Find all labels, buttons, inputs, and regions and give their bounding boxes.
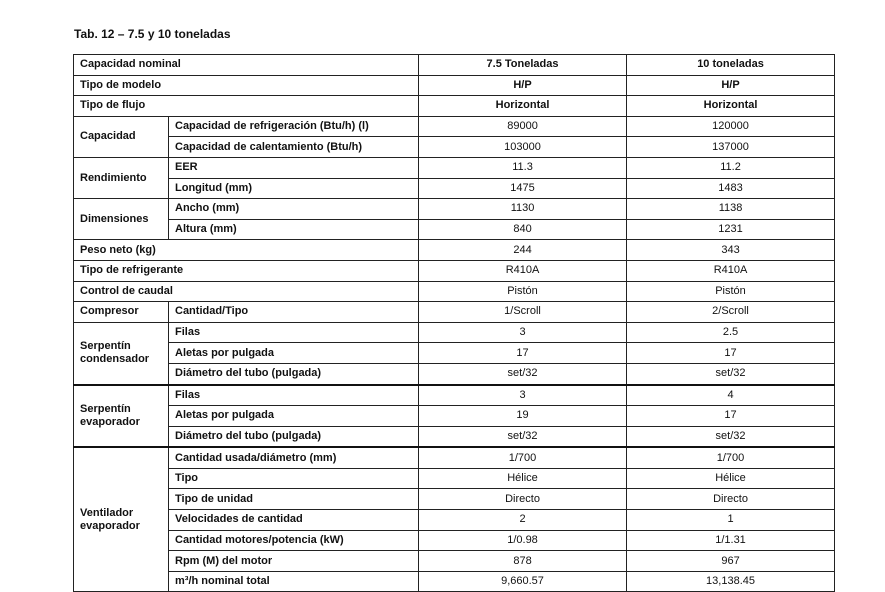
row-label: Longitud (mm) (169, 178, 419, 199)
spec-table (73, 54, 835, 592)
cell-value: Hélice (627, 468, 835, 489)
group-label: Serpentín condensador (74, 322, 169, 384)
table-row (74, 571, 835, 592)
cell-value: Pistón (419, 281, 627, 302)
row-label: Diámetro del tubo (pulgada) (169, 426, 419, 447)
group-label: Ventilador evaporador (74, 447, 169, 592)
table-row (74, 406, 835, 427)
row-label: Velocidades de cantidad (169, 510, 419, 531)
row-label: Cantidad usada/diámetro (mm) (169, 447, 419, 468)
row-label: Aletas por pulgada (169, 406, 419, 427)
cell-value: Directo (627, 489, 835, 510)
cell-value: set/32 (419, 426, 627, 447)
row-label: Tipo de unidad (169, 489, 419, 510)
table-row (74, 468, 835, 489)
cell-value: 17 (627, 406, 835, 427)
cell-value: 2/Scroll (627, 302, 835, 323)
row-label: Diámetro del tubo (pulgada) (169, 363, 419, 384)
group-label: Serpentín evaporador (74, 385, 169, 448)
table-row (74, 363, 835, 384)
column-header: 10 toneladas (627, 55, 835, 76)
cell-value: 878 (419, 551, 627, 572)
cell-value: 840 (419, 219, 627, 240)
cell-value: 120000 (627, 116, 835, 137)
cell-value: 1483 (627, 178, 835, 199)
table-row (74, 75, 835, 96)
table-row (74, 260, 835, 281)
row-label: Filas (169, 322, 419, 343)
table-caption: Tab. 12 – 7.5 y 10 toneladas (74, 27, 231, 41)
table-row (74, 240, 835, 261)
row-label: Tipo de refrigerante (74, 260, 419, 281)
cell-value: 11.3 (419, 157, 627, 178)
cell-value: 103000 (419, 137, 627, 158)
table-row (74, 219, 835, 240)
cell-value: 2.5 (627, 322, 835, 343)
cell-value: R410A (419, 260, 627, 281)
table-row (74, 157, 835, 178)
cell-value: 3 (419, 322, 627, 343)
row-label: Control de caudal (74, 281, 419, 302)
table-row (74, 489, 835, 510)
table-row (74, 530, 835, 551)
cell-value: set/32 (419, 363, 627, 384)
cell-value: 17 (419, 343, 627, 364)
cell-value: 1138 (627, 199, 835, 220)
row-label: Rpm (M) del motor (169, 551, 419, 572)
cell-value: 3 (419, 385, 627, 406)
row-label: Peso neto (kg) (74, 240, 419, 261)
table-row (74, 302, 835, 323)
row-label: Tipo de flujo (74, 96, 419, 117)
cell-value: 343 (627, 240, 835, 261)
cell-value: 13,138.45 (627, 571, 835, 592)
cell-value: set/32 (627, 426, 835, 447)
row-label: Tipo de modelo (74, 75, 419, 96)
cell-value: Pistón (627, 281, 835, 302)
row-label: Capacidad de refrigeración (Btu/h) (l) (169, 116, 419, 137)
cell-value: 1130 (419, 199, 627, 220)
cell-value: 17 (627, 343, 835, 364)
cell-value: Hélice (419, 468, 627, 489)
row-label: Filas (169, 385, 419, 406)
cell-value: H/P (627, 75, 835, 96)
group-label: Rendimiento (74, 157, 169, 198)
row-label: Tipo (169, 468, 419, 489)
cell-value: 89000 (419, 116, 627, 137)
table-row (74, 426, 835, 447)
cell-value: 1/1.31 (627, 530, 835, 551)
group-label: Compresor (74, 302, 169, 323)
row-label: Capacidad de calentamiento (Btu/h) (169, 137, 419, 158)
cell-value: 9,660.57 (419, 571, 627, 592)
cell-value: 137000 (627, 137, 835, 158)
row-label: EER (169, 157, 419, 178)
cell-value: H/P (419, 75, 627, 96)
table-row (74, 137, 835, 158)
group-label: Dimensiones (74, 199, 169, 240)
cell-value: 1/700 (627, 447, 835, 468)
cell-value: 1475 (419, 178, 627, 199)
cell-value: 19 (419, 406, 627, 427)
row-label: Cantidad motores/potencia (kW) (169, 530, 419, 551)
column-header: 7.5 Toneladas (419, 55, 627, 76)
table-row (74, 199, 835, 220)
cell-value: 1/700 (419, 447, 627, 468)
row-label: Cantidad/Tipo (169, 302, 419, 323)
cell-value: 1231 (627, 219, 835, 240)
group-label: Capacidad (74, 116, 169, 157)
cell-value: set/32 (627, 363, 835, 384)
row-label: Aletas por pulgada (169, 343, 419, 364)
table-row (74, 281, 835, 302)
table-row (74, 55, 835, 76)
row-label: m³/h nominal total (169, 571, 419, 592)
cell-value: 244 (419, 240, 627, 261)
cell-value: 1 (627, 510, 835, 531)
table-row (74, 343, 835, 364)
table-row (74, 385, 835, 406)
cell-value: 1/Scroll (419, 302, 627, 323)
cell-value: Directo (419, 489, 627, 510)
table-row (74, 510, 835, 531)
cell-value: 1/0.98 (419, 530, 627, 551)
cell-value: Horizontal (419, 96, 627, 117)
cell-value: 2 (419, 510, 627, 531)
cell-value: 11.2 (627, 157, 835, 178)
row-label: Ancho (mm) (169, 199, 419, 220)
table-row (74, 116, 835, 137)
cell-value: 4 (627, 385, 835, 406)
table-row (74, 447, 835, 468)
table-row (74, 178, 835, 199)
table-row (74, 322, 835, 343)
cell-value: R410A (627, 260, 835, 281)
row-label: Altura (mm) (169, 219, 419, 240)
table-row (74, 96, 835, 117)
table-row (74, 551, 835, 572)
cell-value: Horizontal (627, 96, 835, 117)
header-label: Capacidad nominal (74, 55, 419, 76)
cell-value: 967 (627, 551, 835, 572)
